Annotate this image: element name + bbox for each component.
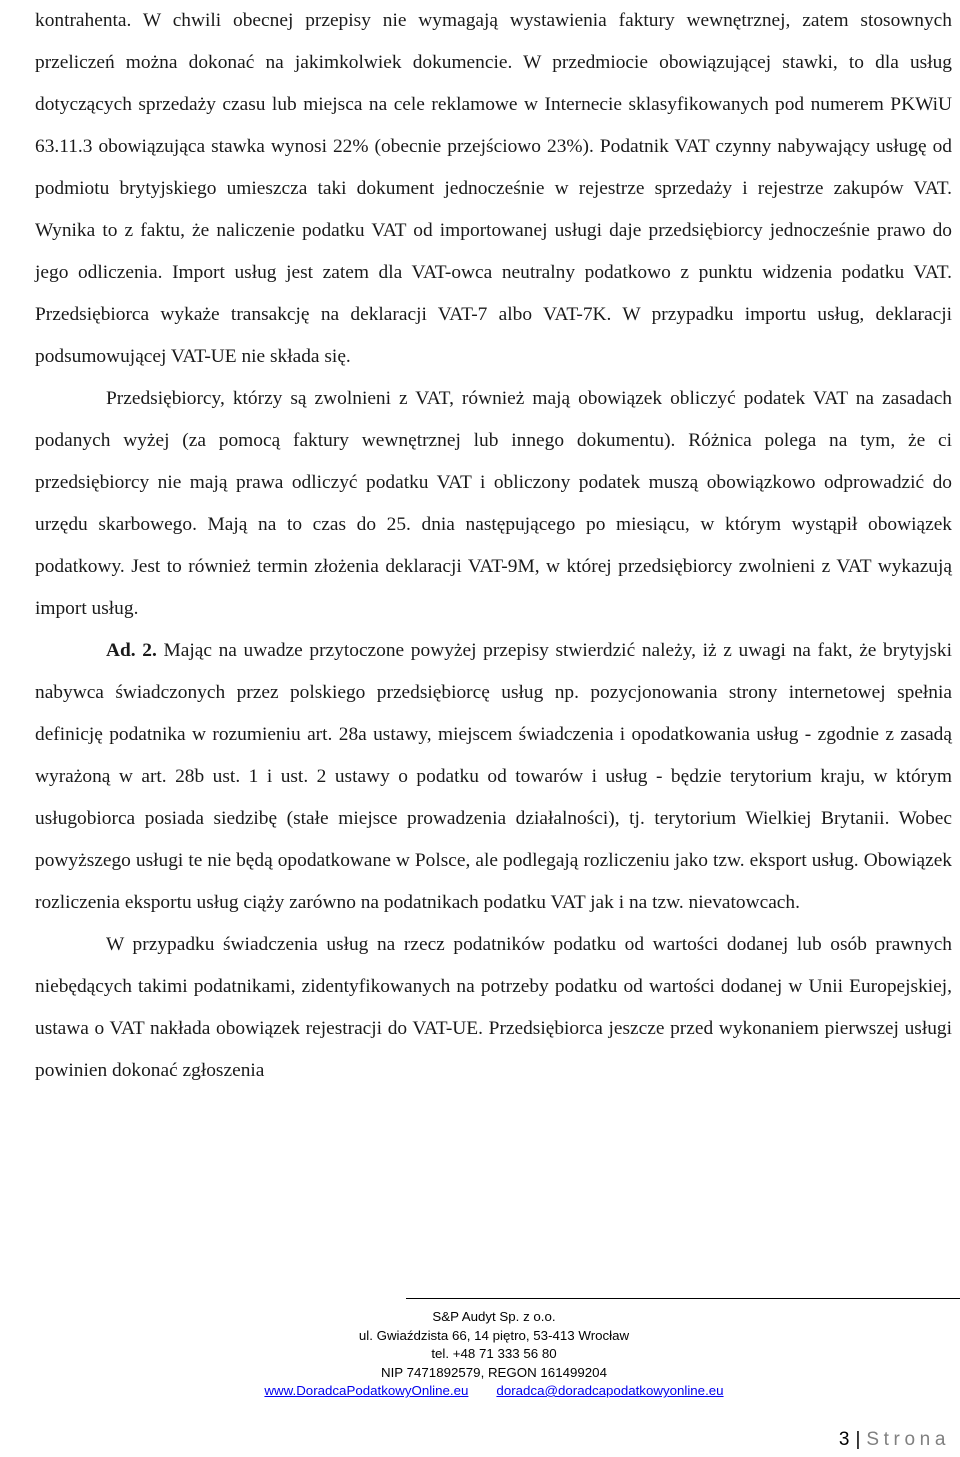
footer-links [0, 1382, 960, 1401]
page-number-separator: | [855, 1429, 861, 1450]
document-body [35, 0, 952, 1092]
footer-email-link[interactable]: doradca@doradcapodatkowyonline.eu [496, 1383, 724, 1398]
footer-phone: tel. +48 71 333 56 80 [431, 1346, 557, 1361]
paragraph-continuation: kontrahenta. W chwili obecnej przepisy nie wymagają wystawienia faktury wewnętrznej, zatem stosownych przeliczeń można dokonać na jakimkolwiek dokumencie. W przedmiocie obowiązującej stawki, to dla usług dotyczących sprzedaży czasu lub miejsca na cele reklamowe w Internecie sklasyfikowanych pod numerem PKWiU 63.11.3 obowiązująca stawka wynosi 22% (obecnie przejściowo 23%). Podatnik VAT czynny nabywający usługę od podmiotu brytyjskiego umieszcza taki dokument jednocześnie w rejestrze sprzedaży i rejestrze zakupów VAT. Wynika to z faktu, że naliczenie podatku VAT od importowanej usługi daje przedsiębiorcy jednocześnie prawo do jego odliczenia. Import usług jest zatem dla VAT-owca neutralny podatkowo z punktu widzenia podatku VAT. Przedsiębiorca wykaże transakcję na deklaracji VAT-7 albo VAT-7K. W przypadku importu usług, deklaracji podsumowującej VAT-UE nie składa się. [35, 10, 952, 367]
paragraph-exempt-entrepreneurs: Przedsiębiorcy, którzy są zwolnieni z VAT, również mają obowiązek obliczyć podatek VAT na zasadach podanych wyżej (za pomocą faktury wewnętrznej lub innego dokumentu). Różnica polega na tym, że ci przedsiębiorcy nie mają prawa odliczyć podatku VAT i obliczony podatek muszą obowiązkowo odprowadzić do urzędu skarbowego. Mają na to czas do 25. dnia następującego po miesiącu, w którym wystąpił obowiązek podatkowy. Jest to również termin złożenia deklaracji VAT-9M, w której przedsiębiorcy zwolnieni z VAT wykazują import usług. [35, 388, 952, 619]
page-footer [0, 1308, 960, 1401]
paragraph-ad-2-text: Mając na uwadze przytoczone powyżej przepisy stwierdzić należy, iż z uwagi na fakt, że brytyjski nabywca świadczonych przez polskiego przedsiębiorcę usług np. pozycjonowania strony internetowej spełnia definicję podatnika w rozumieniu art. 28a ustawy, miejscem świadczenia i opodatkowania usług - zgodnie z zasadą wyrażoną w art. 28b ust. 1 i ust. 2 ustawy o podatku od towarów i usług - będzie terytorium kraju, w którym usługobiorca posiada siedzibę (stałe miejsce prowadzenia działalności), tj. terytorium Wielkiej Brytanii. Wobec powyższego usługi te nie będą opodatkowane w Polsce, ale podlegają rozliczeniu jako tzw. eksport usług. Obowiązek rozliczenia eksportu usług ciąży zarówno na podatnikach podatku VAT jak i na tzw. nievatowcach. [35, 640, 953, 913]
page-number [839, 1429, 950, 1451]
footer-website-link[interactable]: www.DoradcaPodatkowyOnline.eu [264, 1383, 469, 1398]
page-number-value: 3 [838, 1429, 850, 1450]
paragraph-ad-2 [35, 630, 952, 924]
footer-registry: NIP 7471892579, REGON 161499204 [381, 1364, 607, 1380]
footer-address: ul. Gwiaździsta 66, 14 piętro, 53-413 Wrocław [358, 1327, 630, 1343]
paragraph-vat-ue-registration: W przypadku świadczenia usług na rzecz podatników podatku od wartości dodanej lub osób prawnych niebędących takimi podatnikami, zidentyfikowanych na potrzeby podatku od wartości dodanej w Unii Europejskiej, ustawa o VAT nakłada obowiązek rejestracji do VAT-UE. Przedsiębiorca jeszcze przed wykonaniem pierwszej usługi powinien dokonać zgłoszenia [35, 934, 952, 1081]
page-number-label: Strona [866, 1429, 950, 1450]
footer-divider [406, 1298, 960, 1299]
footer-company: S&P Audyt Sp. z o.o. [432, 1309, 556, 1324]
paragraph-ad-2-lead: Ad. 2. [106, 640, 157, 661]
